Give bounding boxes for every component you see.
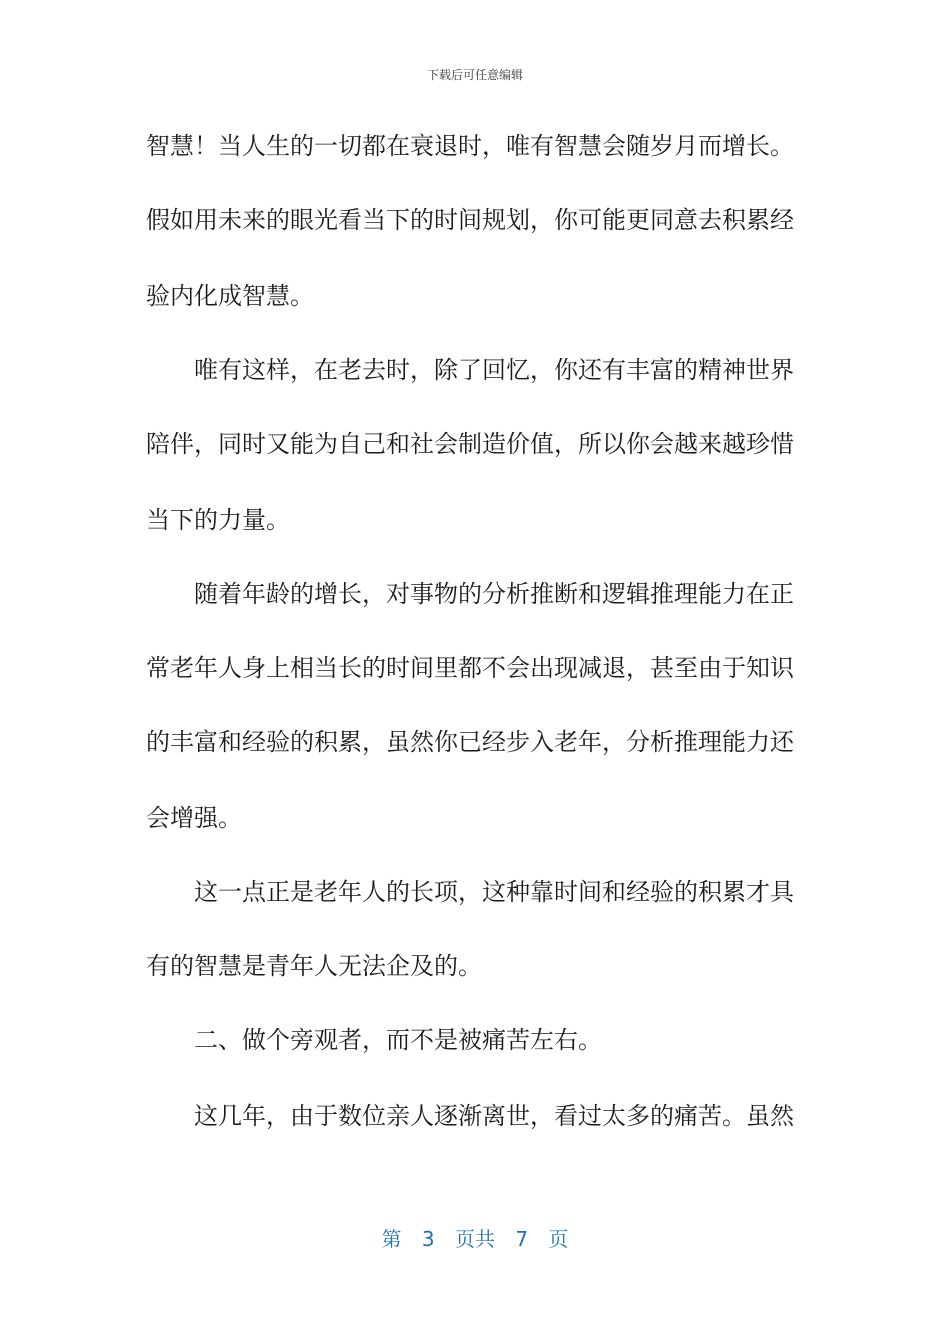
body-text-line: 智慧！当人生的一切都在衰退时，唯有智慧会随岁月而增长。 [146,132,794,160]
body-text-line: 这一点正是老年人的长项，这种靠时间和经验的积累才具 [194,878,794,906]
body-text-line: 会增强。 [146,804,242,832]
body-text-line: 的丰富和经验的积累，虽然你已经步入老年，分析推理能力还 [146,728,794,756]
body-text-line: 验内化成智慧。 [146,282,314,310]
page-header: 下载后可任意编辑 [426,68,523,82]
body-text-line: 这几年，由于数位亲人逐渐离世，看过太多的痛苦。虽然 [194,1102,794,1130]
body-text-line: 随着年龄的增长，对事物的分析推断和逻辑推理能力在正 [194,580,794,608]
page-number: 第 3 页共 7 页 [381,1227,569,1251]
body-text-line: 陪伴，同时又能为自己和社会制造价值，所以你会越来越珍惜 [146,430,794,458]
body-text-line: 唯有这样，在老去时，除了回忆，你还有丰富的精神世界 [194,356,794,384]
body-text-line: 常老年人身上相当长的时间里都不会出现减退，甚至由于知识 [146,654,794,682]
section-heading: 二、做个旁观者，而不是被痛苦左右。 [194,1026,602,1054]
body-text-line: 有的智慧是青年人无法企及的。 [146,952,482,980]
body-text-line: 当下的力量。 [146,506,290,534]
body-text-line: 假如用未来的眼光看当下的时间规划，你可能更同意去积累经 [146,206,794,234]
